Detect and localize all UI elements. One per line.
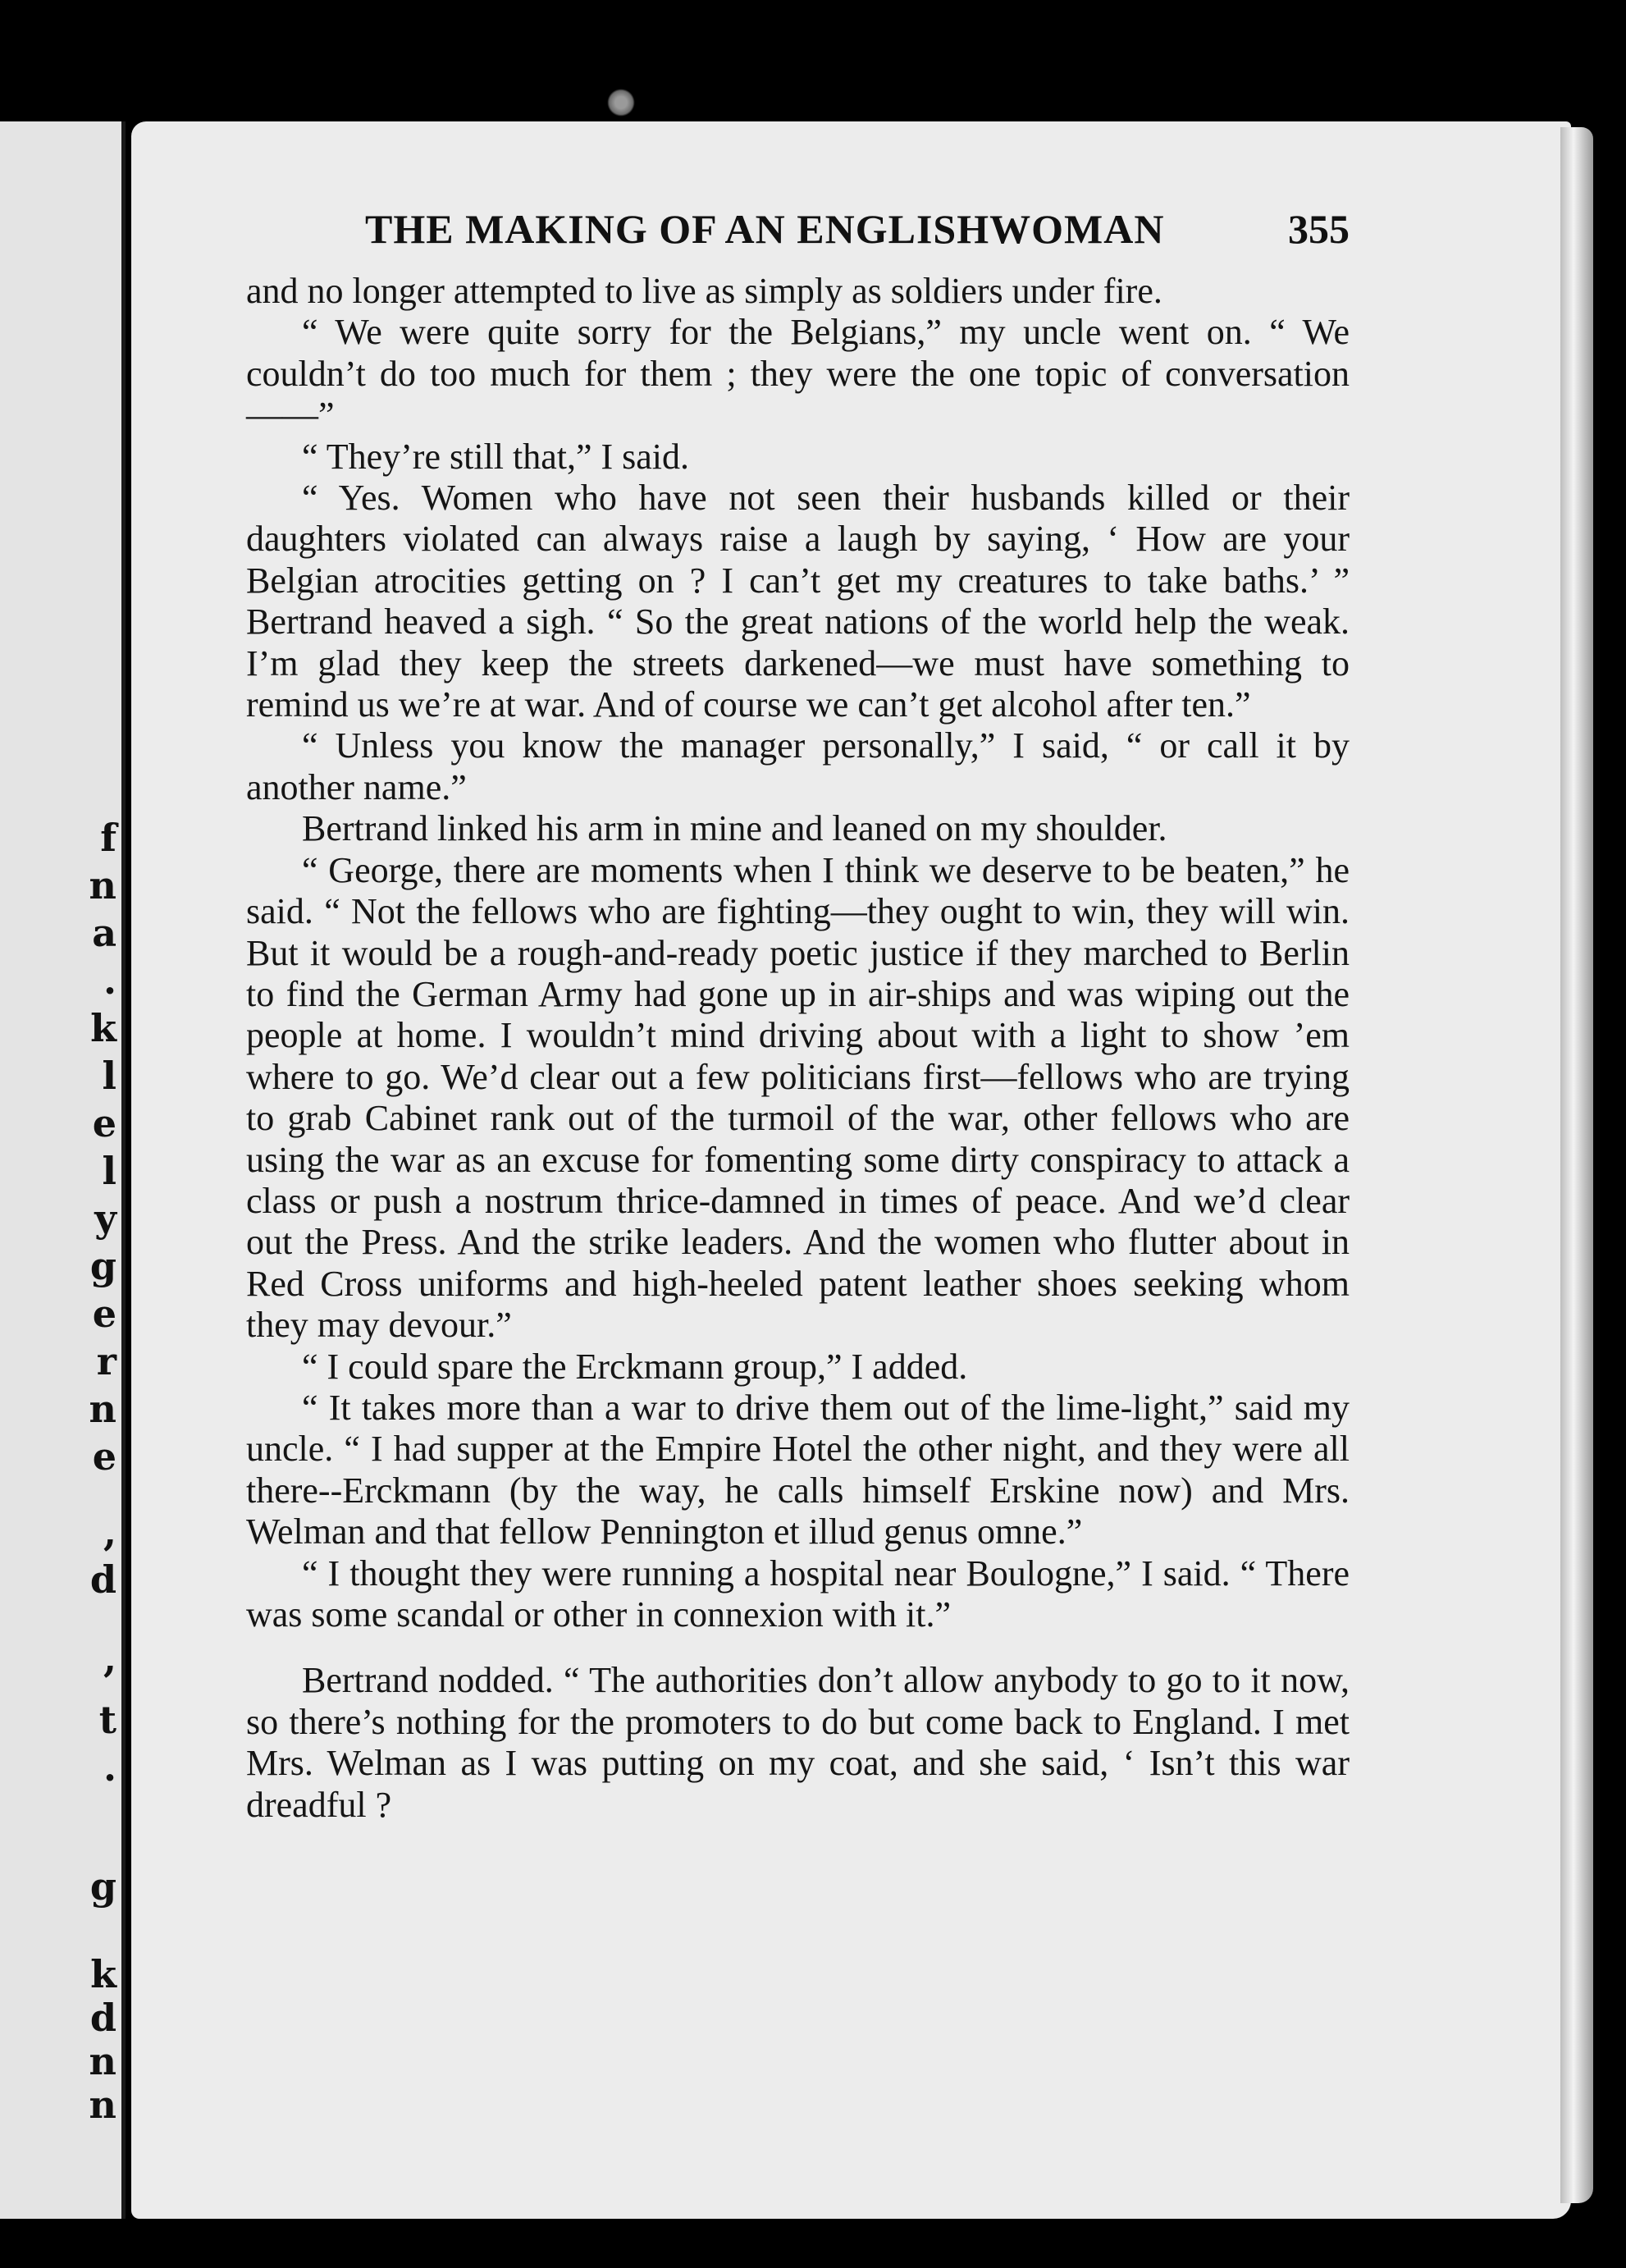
margin-char: a <box>92 911 116 955</box>
paragraph: Bertrand nodded. “ The authorities don’t allow anybody to go to it now, so there’s nothing for the promoters to do but come back to England. I met Mrs. Welman as I was putting on my coat, and she said, ‘ Isn’t this war dreadful ? <box>246 1660 1350 1825</box>
paragraph: Bertrand linked his arm in mine and leaned on my shoulder. <box>302 808 1167 849</box>
margin-char: l <box>102 1054 116 1098</box>
margin-char: f <box>100 816 116 860</box>
left-facing-page <box>0 121 126 2219</box>
margin-char: g <box>89 1244 116 1288</box>
paragraph: “ Yes. Women who have not seen their husbands killed or their daughters violated can always raise a laugh by saying, ‘ How are your Belgian atrocities getting on ? I can’t get my creatures to take baths.’ ” Bertrand heaved a sigh. “ So the great nations of the world help the weak. I’m glad they keep the streets darkened—we must have something to remind us we’re at war. And of course we can’t get alcohol after ten.” <box>246 478 1350 725</box>
paragraph: “ Unless you know the manager personally,” I said, “ or call it by another name.” <box>246 725 1350 807</box>
margin-char: y <box>94 1196 116 1241</box>
margin-char: t <box>98 1698 116 1742</box>
paragraph: “ I could spare the Erckmann group,” I added. <box>302 1346 968 1387</box>
paragraph: “ We were quite sorry for the Belgians,” my uncle went on. “ We couldn’t do too much for them ; they were the one topic of conversation——” <box>246 312 1350 436</box>
margin-char: n <box>89 863 116 908</box>
paragraph: and no longer attempted to live as simply as soldiers under fire. <box>246 271 1162 311</box>
margin-char: l <box>102 1149 116 1193</box>
paragraph: “ George, there are moments when I think we deserve to be beaten,” he said. “ Not the fellows who are fighting—they ought to win, they will win. But it would be a rough-and-ready poetic justice if they marched to Berlin to find the German Army had gone up in air-ships and was wiping out the people at home. I wouldn’t mind driving about with a light to show ’em where to go. We’d clear out a few politicians first—fellows who are trying to grab Cabinet rank out of the turmoil of the war, other fellows who are using the war as an excuse for fomenting some dirty conspiracy to attack a class or push a nostrum thrice-damned in times of peace. And we’d clear out the Press. And the strike leaders. And the women who flutter about in Red Cross uniforms and high-heeled patent leather shoes seeking whom they may devour.” <box>246 849 1350 1346</box>
page-number: 355 <box>1288 206 1350 252</box>
margin-char: e <box>92 1434 116 1479</box>
margin-char: e <box>92 1292 116 1336</box>
running-head <box>230 205 1350 271</box>
margin-char: n <box>89 2083 116 2127</box>
paragraph: “ I thought they were running a hospital near Boulogne,” I said. “ There was some scandal or other in connexion with it.” <box>246 1552 1350 1635</box>
page-edge-shadow <box>1560 127 1593 2203</box>
left-page-margin-text <box>87 121 116 2219</box>
margin-char: d <box>89 1557 116 1602</box>
margin-char: k <box>90 1952 116 1996</box>
margin-char: g <box>89 1864 116 1909</box>
margin-char: d <box>89 1996 116 2040</box>
margin-char: n <box>89 1387 116 1431</box>
margin-char: k <box>90 1006 116 1050</box>
body-text <box>246 271 1350 1826</box>
margin-char: r <box>96 1339 116 1383</box>
paragraph: “ It takes more than a war to drive them out of the lime-light,” said my uncle. “ I had supper at the Empire Hotel the other night, and they were all there--Erckmann (by the way, he calls himself Erskine now) and Mrs. Welman and that fellow Pennington et illud genus omne.” <box>246 1387 1350 1552</box>
paragraph: “ They’re still that,” I said. <box>302 436 690 477</box>
margin-char: , <box>103 1510 116 1554</box>
margin-char: e <box>92 1101 116 1145</box>
margin-char: . <box>103 1745 116 1790</box>
running-head-title: THE MAKING OF AN ENGLISHWOMAN <box>365 206 1165 252</box>
scan-speck <box>607 89 635 117</box>
margin-char: . <box>103 958 116 1003</box>
margin-char: n <box>89 2039 116 2083</box>
margin-char: , <box>103 1636 116 1680</box>
